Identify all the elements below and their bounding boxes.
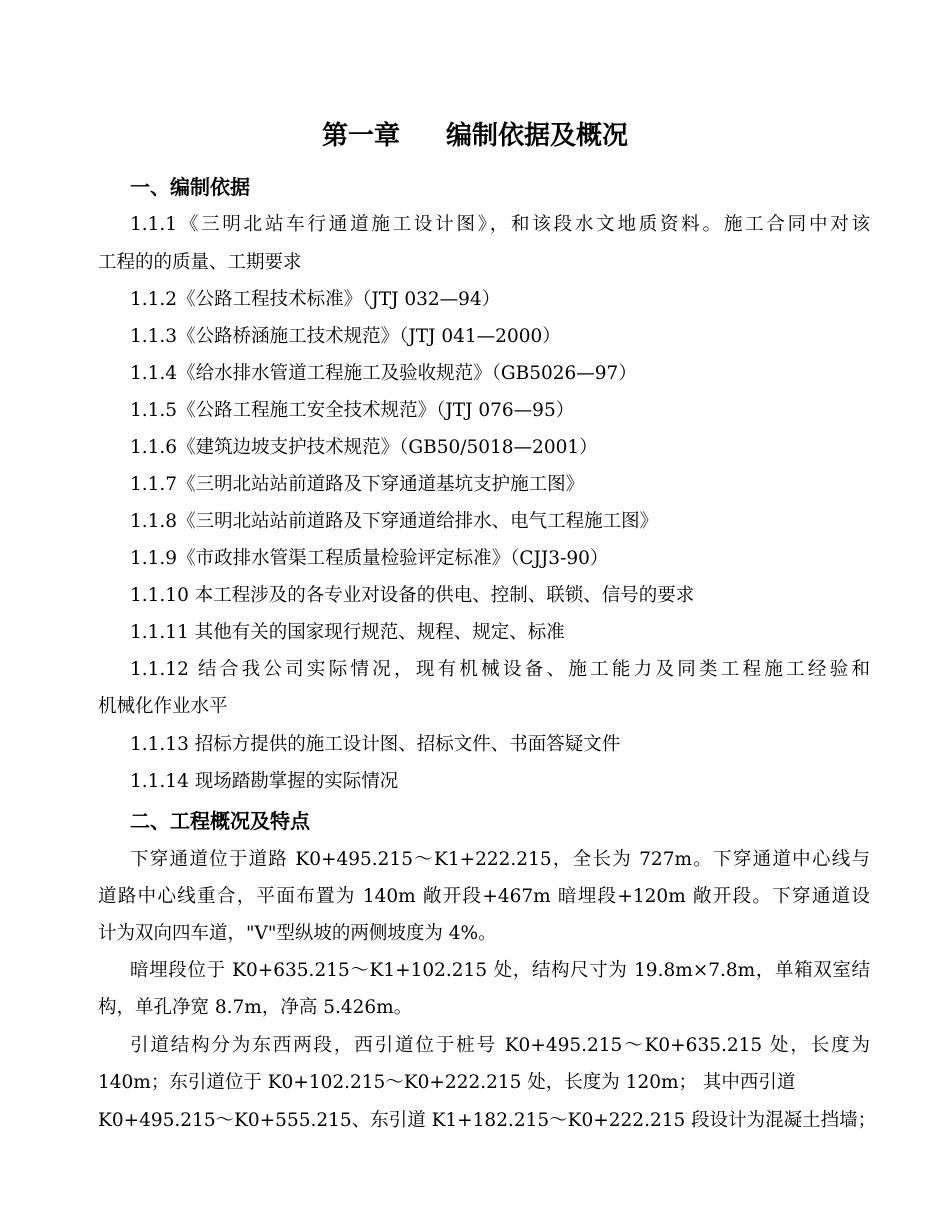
basis-item-3: 1.1.3《公路桥涵施工技术规范》（JTJ 041—2000） bbox=[130, 326, 561, 347]
basis-item-13: 1.1.13 招标方提供的施工设计图、招标文件、书面答疑文件 bbox=[130, 734, 621, 755]
basis-item-7: 1.1.7《三明北站站前道路及下穿通道基坑支护施工图》 bbox=[130, 474, 585, 495]
overview-line-1: 下穿通道位于道路 K0+495.215～K1+222.215，全长为 727m。下穿通道中心线与 bbox=[130, 849, 870, 870]
basis-item-6: 1.1.6《建筑边坡支护技术规范》（GB50/5018—2001） bbox=[130, 437, 598, 458]
overview-line-2: 道路中心线重合，平面布置为 140m 敞开段+467m 暗埋段+120m 敞开段。下穿通道设 bbox=[98, 886, 870, 907]
overview-line-5: 构，单孔净宽 8.7m，净高 5.426m。 bbox=[98, 997, 413, 1018]
basis-item-2: 1.1.2《公路工程技术标准》（JTJ 032—94） bbox=[130, 289, 501, 310]
overview-line-6: 引道结构分为东西两段，西引道位于桩号 K0+495.215～K0+635.215 处，长度为 bbox=[130, 1035, 870, 1056]
basis-item-1: 1.1.1《三明北站车行通道施工设计图》，和该段水文地质资料。施工合同中对该 bbox=[130, 214, 870, 235]
basis-item-12: 1.1.12 结合我公司实际情况，现有机械设备、施工能力及同类工程施工经验和 bbox=[130, 659, 870, 680]
section-heading-overview: 二、工程概况及特点 bbox=[130, 809, 310, 833]
basis-item-10: 1.1.10 本工程涉及的各专业对设备的供电、控制、联锁、信号的要求 bbox=[130, 585, 695, 606]
chapter-title bbox=[0, 116, 950, 156]
basis-item-12-cont: 机械化作业水平 bbox=[98, 696, 228, 717]
overview-line-3: 计为双向四车道，"V"型纵坡的两侧坡度为 4%。 bbox=[98, 923, 497, 944]
overview-line-4: 暗埋段位于 K0+635.215～K1+102.215 处，结构尺寸为 19.8m×7.8m，单箱双室结 bbox=[130, 960, 870, 981]
basis-item-14: 1.1.14 现场踏勘掌握的实际情况 bbox=[130, 771, 399, 792]
basis-item-9: 1.1.9《市政排水管渠工程质量检验评定标准》（CJJ3-90） bbox=[130, 548, 609, 569]
chapter-number: 第一章 bbox=[321, 121, 400, 151]
basis-item-1-cont: 工程的的质量、工期要求 bbox=[98, 252, 302, 273]
basis-item-11: 1.1.11 其他有关的国家现行规范、规程、规定、标准 bbox=[130, 622, 565, 643]
basis-item-4: 1.1.4《给水排水管道工程施工及验收规范》（GB5026—97） bbox=[130, 363, 637, 384]
overview-line-8: K0+495.215～K0+555.215、东引道 K1+182.215～K0+222.215 段设计为混凝土挡墙； bbox=[98, 1110, 877, 1131]
overview-line-7: 140m；东引道位于 K0+102.215～K0+222.215 处，长度为 120m； 其中西引道 bbox=[98, 1072, 796, 1093]
basis-item-5: 1.1.5《公路工程施工安全技术规范》（JTJ 076—95） bbox=[130, 400, 575, 421]
section-heading-basis: 一、编制依据 bbox=[130, 175, 250, 199]
chapter-name: 编制依据及概况 bbox=[446, 121, 629, 151]
basis-item-8: 1.1.8《三明北站站前道路及下穿通道给排水、电气工程施工图》 bbox=[130, 511, 659, 532]
